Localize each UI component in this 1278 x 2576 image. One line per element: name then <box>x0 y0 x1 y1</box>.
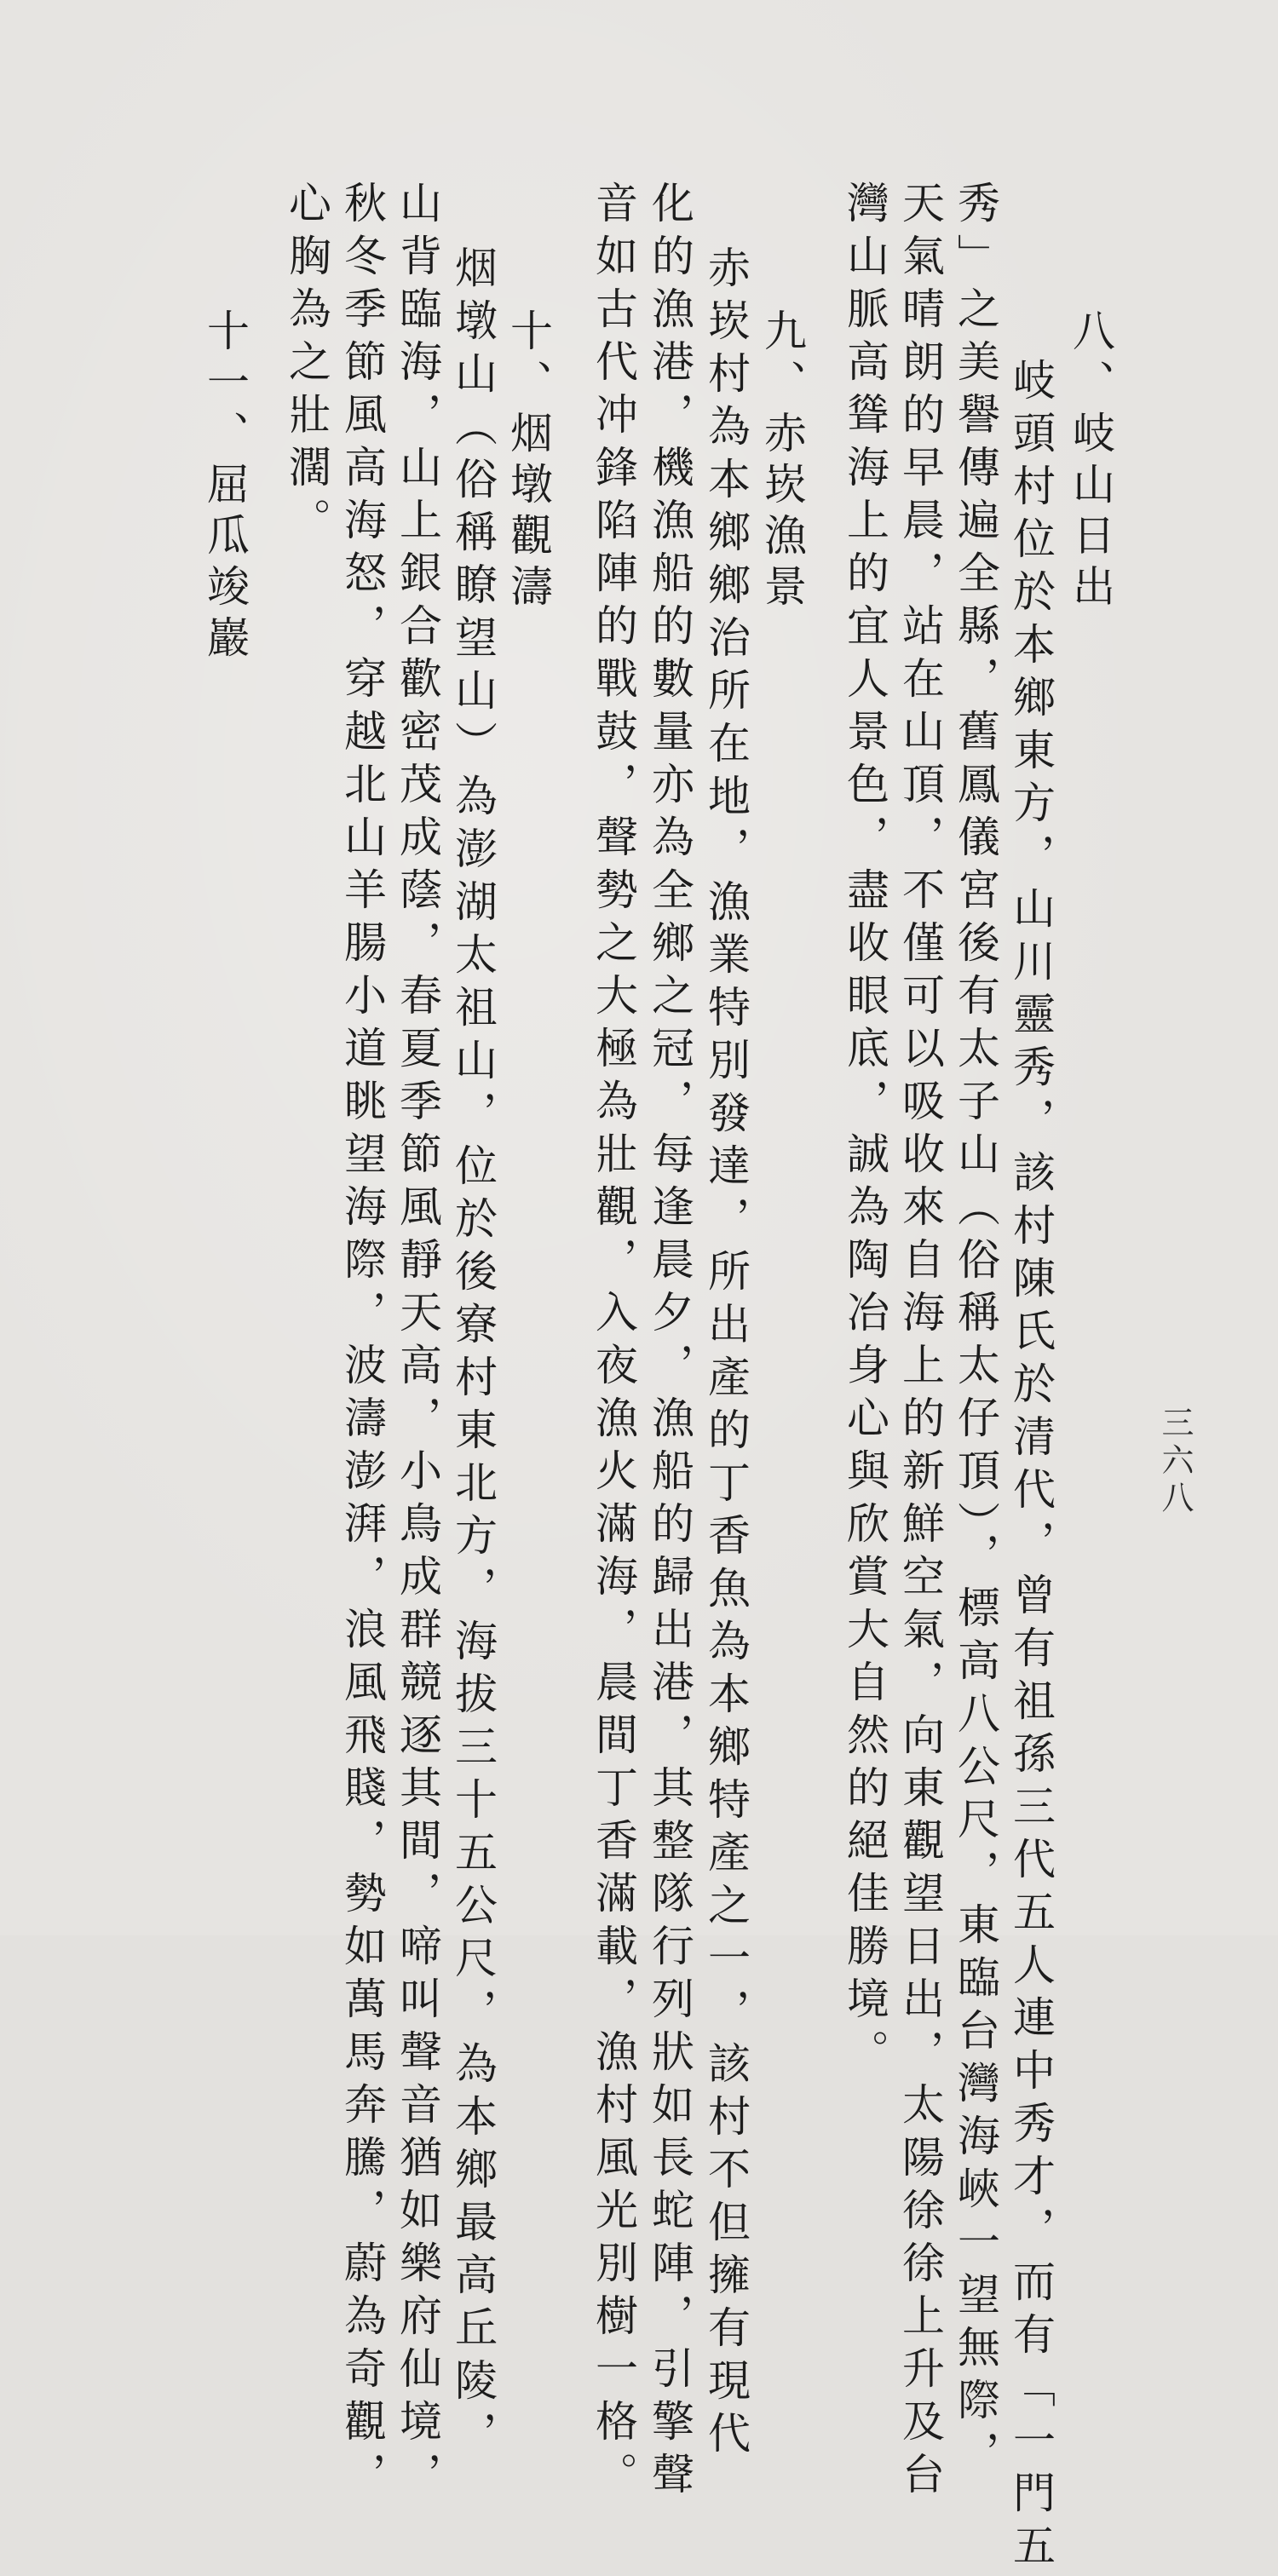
page-number: 三六八 <box>1156 1406 1194 1518</box>
section-10-line-2: 山背臨海，山上銀合歡密茂成蔭，春夏季節風靜天高，小鳥成群競逐其間，啼叫聲音猶如樂府仙境， <box>393 181 442 2504</box>
section-10-line-1: 烟墩山（俗稱瞭望山）為澎湖太祖山，位於後寮村東北方，海拔三十五公尺，為本鄉最高丘陵， <box>448 245 498 2464</box>
section-heading-8: 八、岐山日出 <box>1066 308 1115 615</box>
section-heading-9: 九、赤崁漁景 <box>757 308 807 615</box>
section-10-line-3: 秋冬季節風高海怒，穿越北山羊腸小道眺望海際，波濤澎湃，浪風飛賤，勢如萬馬奔騰，蔚為奇觀， <box>337 181 387 2504</box>
section-9-line-3: 音如古代冲鋒陷陣的戰鼓，聲勢之大極為壯觀，入夜漁火滿海，晨間丁香滿載，漁村風光別樹一格。 <box>589 181 638 2504</box>
section-9-line-1: 赤崁村為本鄉鄉治所在地，漁業特別發達，所出產的丁香魚為本鄉特產之一，該村不但擁有現代 <box>701 245 751 2464</box>
section-heading-10: 十、烟墩觀濤 <box>504 308 553 615</box>
section-8-line-4: 灣山脈高聳海上的宜人景色，盡收眼底，誠為陶冶身心與欣賞大自然的絕佳勝境。 <box>840 181 889 2082</box>
section-10-line-4: 心胸為之壯濶。 <box>282 181 331 550</box>
section-9-line-2: 化的漁港，機漁船的數量亦為全鄉之冠，每逢晨夕，漁船的歸出港，其整隊行列狀如長蛇陣，引擎聲 <box>645 181 694 2504</box>
section-heading-11: 十一、屈瓜竣巖 <box>200 308 250 666</box>
section-8-line-2: 秀」之美譽傳遍全縣，舊鳳儀宮後有太子山（俗稱太仔頂），標高八公尺，東臨台灣海峽一望無際， <box>951 181 1000 2483</box>
section-8-line-3: 天氣晴朗的早晨，站在山頂，不僅可以吸收來自海上的新鮮空氣，向東觀望日出，太陽徐徐上升及台 <box>895 181 945 2504</box>
section-8-line-1: 岐頭村位於本鄉東方，山川靈秀，該村陳氏於清代，曾有祖孫三代五人連中秀才，而有「一門五 <box>1006 358 1056 2576</box>
